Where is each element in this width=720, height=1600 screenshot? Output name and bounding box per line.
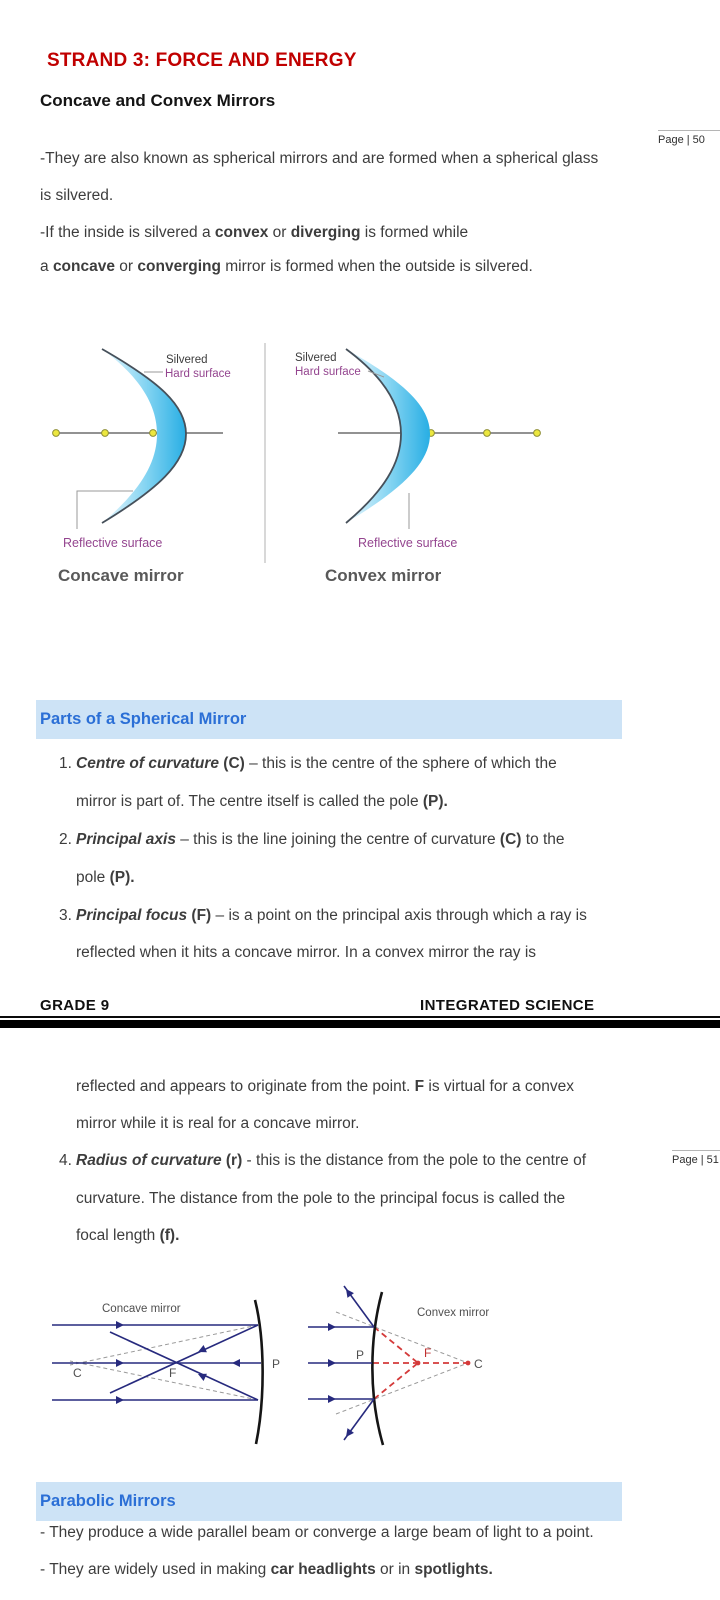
principal-axis-left [53, 430, 223, 437]
caption-convex-mirror: Convex mirror [325, 566, 442, 585]
label-p-left: P [272, 1357, 281, 1371]
convex-mirror-arc [372, 1292, 383, 1445]
intro-line: -If the inside is silvered a convex or diverging is formed while [40, 224, 469, 241]
section-heading-band [36, 700, 622, 739]
caption-convex-ray: Convex mirror [417, 1307, 490, 1319]
figure-ray-diagrams [40, 1262, 540, 1450]
concave-mirror-arc [255, 1300, 263, 1444]
label-reflective-right: Reflective surface [358, 536, 458, 550]
label-silvered-left: Silvered [166, 354, 208, 366]
ray-diagram-concave [52, 1300, 280, 1444]
section-heading-parabolic: Parabolic Mirrors [40, 1492, 176, 1510]
list-number: 1. [59, 755, 72, 772]
page-number-50: Page | 50 [658, 130, 720, 146]
label-p-right: P [356, 1348, 365, 1362]
list-number: 4. [59, 1152, 72, 1169]
list-line: reflected when it hits a concave mirror. In a convex mirror the ray is [76, 944, 537, 961]
label-hard-surface-left: Hard surface [165, 368, 231, 380]
list-line: reflected and appears to originate from the point. F is virtual for a convex [76, 1078, 574, 1095]
section-heading-parts: Parts of a Spherical Mirror [40, 710, 247, 728]
ray-diagram-convex [308, 1286, 489, 1445]
list-line: Principal focus (F) – is a point on the principal axis through which a ray is [76, 907, 587, 924]
leader-line [77, 491, 133, 529]
list-line: Principal axis – this is the line joining the centre of curvature (C) to the [76, 831, 565, 848]
list-line: pole (P). [76, 869, 135, 886]
label-reflective-left: Reflective surface [63, 536, 163, 550]
page-title: Concave and Convex Mirrors [40, 91, 276, 110]
caption-concave-mirror: Concave mirror [58, 566, 184, 585]
caption-concave-ray: Concave mirror [102, 1303, 181, 1315]
page-separator-bar [0, 1020, 720, 1028]
footer-rule [0, 1016, 720, 1018]
label-c-left: C [73, 1366, 82, 1380]
intro-line: is silvered. [40, 187, 114, 204]
page-number-51: Page | 51 [672, 1150, 720, 1166]
list-line: focal length (f). [76, 1227, 180, 1244]
list-line: mirror is part of. The centre itself is called the pole (P). [76, 793, 448, 810]
footer-subject: INTEGRATED SCIENCE [420, 997, 595, 1014]
label-c-right: C [474, 1357, 483, 1371]
figure-spherical-mirrors [40, 333, 560, 585]
label-silvered-right: Silvered [295, 352, 337, 364]
section-heading-band [36, 1482, 622, 1521]
principal-axis-right [338, 430, 540, 437]
strand-heading: STRAND 3: FORCE AND ENERGY [47, 50, 357, 71]
intro-line: -They are also known as spherical mirrors and are formed when a spherical glass [40, 150, 599, 167]
list-line: Centre of curvature (C) – this is the centre of the sphere of which the [76, 755, 557, 772]
footer-grade: GRADE 9 [40, 997, 110, 1014]
list-line: Radius of curvature (r) - this is the distance from the pole to the centre of [76, 1152, 586, 1169]
parabolic-line: - They produce a wide parallel beam or converge a large beam of light to a point. [40, 1524, 594, 1541]
list-line: curvature. The distance from the pole to the principal focus is called the [76, 1190, 566, 1207]
label-hard-surface-right: Hard surface [295, 366, 361, 378]
parabolic-line: - They are widely used in making car headlights or in spotlights. [40, 1561, 493, 1578]
label-f-left: F [169, 1366, 177, 1380]
list-line: mirror while it is real for a concave mirror. [76, 1115, 360, 1132]
list-number: 2. [59, 831, 72, 848]
list-number: 3. [59, 907, 72, 924]
label-f-right: F [424, 1346, 432, 1360]
intro-line: a concave or converging mirror is formed when the outside is silvered. [40, 258, 533, 275]
